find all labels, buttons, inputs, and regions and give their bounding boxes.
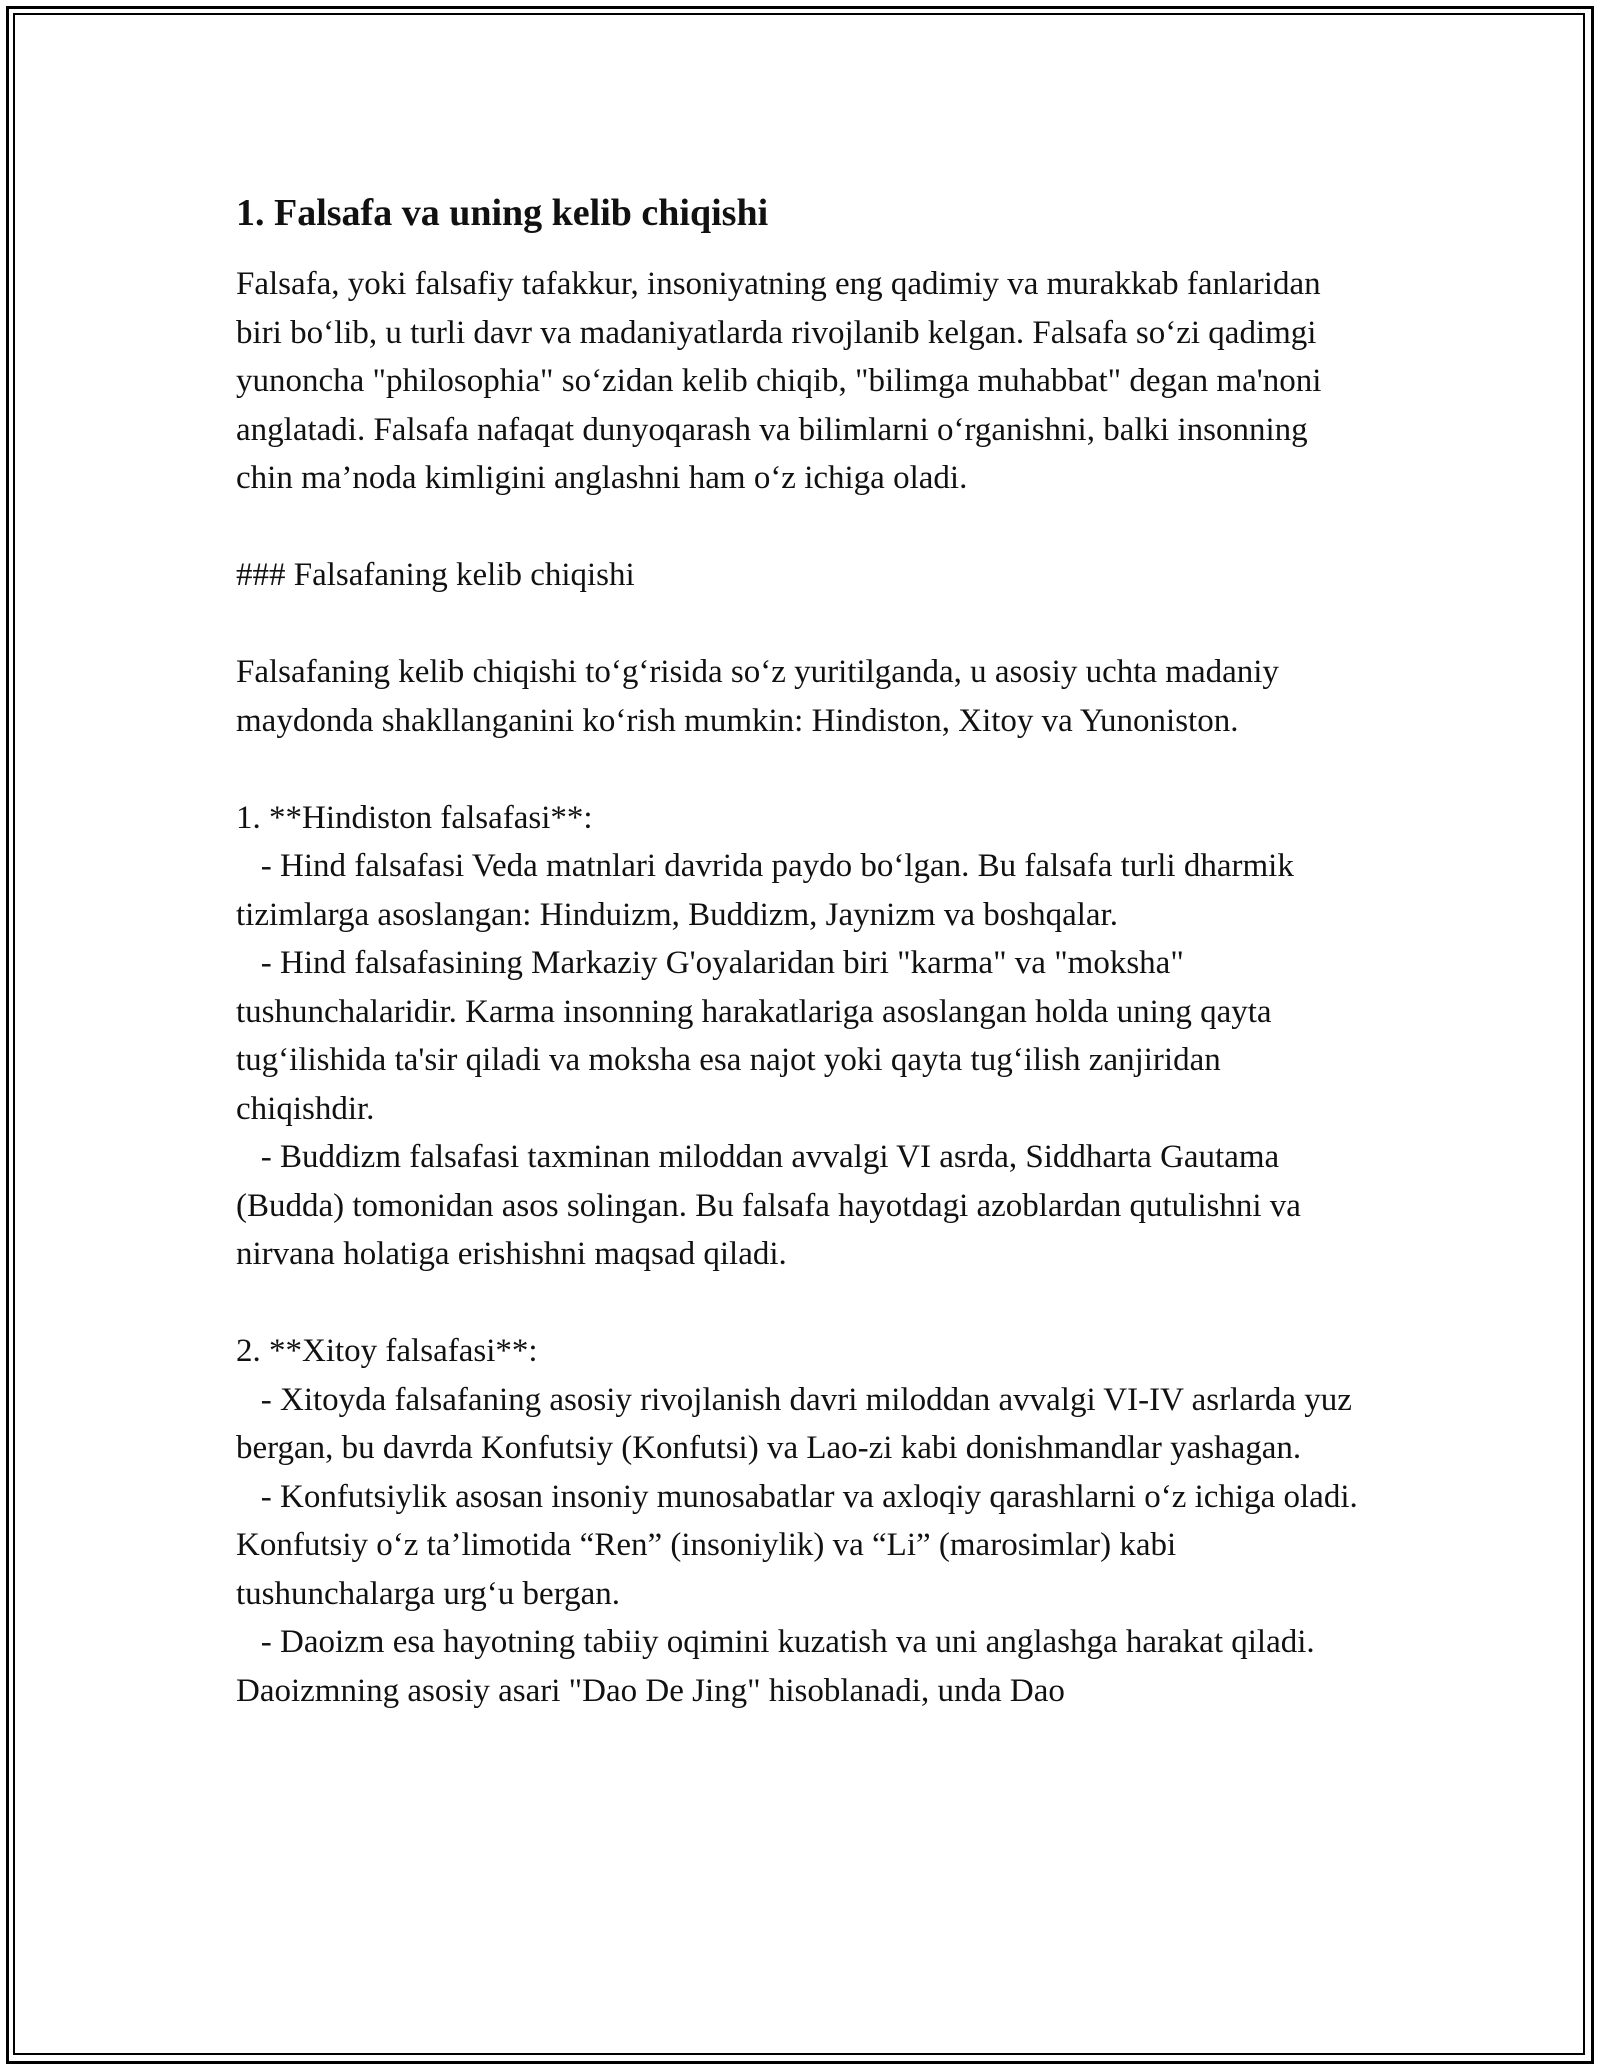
blank-line [236,503,1366,552]
list-item-india-3: - Buddizm falsafasi taxminan miloddan avvalgi VI asrda, Siddharta Gautama (Budda) tomonidan asos solingan. Bu falsafa hayotdagi azoblardan qutulishni va nirvana holatiga erishishni maqsad qiladi. [236,1139,1310,1272]
blank-line [236,600,1366,649]
blank-line [236,1279,1366,1328]
list-item-india-2: - Hind falsafasining Markaziy G'oyalaridan biri "karma" va "moksha" tushunchalaridir. Karma insonning harakatlariga asoslangan holda uning qayta tug‘ilishida ta'sir qiladi va moksha esa najot yoki qayta tug‘ilish zanjiridan chiqishdir. [236,945,1280,1127]
list-item-china-3: - Daoizm esa hayotning tabiiy oqimini kuzatish va uni anglashga harakat qiladi. Daoizmning asosiy asari "Dao De Jing" hisoblanadi, unda Dao [236,1624,1323,1709]
document-title: 1. Falsafa va uning kelib chiqishi [236,192,769,234]
list-item-china-1: - Xitoyda falsafaning asosiy rivojlanish davri miloddan avvalgi VI-IV asrlarda yuz bergan, bu davrda Konfutsiy (Konfutsi) va Lao-zi kabi donishmandlar yashagan. [236,1381,1361,1466]
origins-paragraph: Falsafaning kelib chiqishi to‘g‘risida so‘z yuritilganda, u asosiy uchta madaniy maydonda shakllanganini ko‘rish mumkin: Hindiston, Xitoy va Yunoniston. [236,654,1288,739]
list-heading-india: 1. **Hindiston falsafasi**: [236,799,593,836]
list-heading-china: 2. **Xitoy falsafasi**: [236,1333,538,1369]
list-item-india-1: - Hind falsafasi Veda matnlari davrida paydo bo‘lgan. Bu falsafa turli dharmik tizimlarga asoslangan: Hinduizm, Buddizm, Jaynizm va boshqalar. [236,848,1303,933]
section-heading: ### Falsafaning kelib chiqishi [236,557,635,593]
document-body [236,186,1366,1715]
intro-paragraph: Falsafa, yoki falsafiy tafakkur, insoniyatning eng qadimiy va murakkab fanlaridan biri bo‘lib, u turli davr va madaniyatlarda rivojlanib kelgan. Falsafa so‘zi qadimgi yunoncha "philosophia" so‘zidan kelib chiqib, "bilimga muhabbat" degan ma'noni anglatadi. Falsafa nafaqat dunyoqarash va bilimlarni o‘rganishni, balki insonning chin ma’noda kimligini anglashni ham o‘z ichiga oladi. [236,266,1330,496]
list-item-china-2: - Konfutsiylik asosan insoniy munosabatlar va axloqiy qarashlarni o‘z ichiga oladi. Konfutsiy o‘z ta’limotida “Ren” (insoniylik) va “Li” (marosimlar) kabi tushunchalarga urg‘u bergan. [236,1478,1366,1612]
blank-line [236,745,1366,794]
